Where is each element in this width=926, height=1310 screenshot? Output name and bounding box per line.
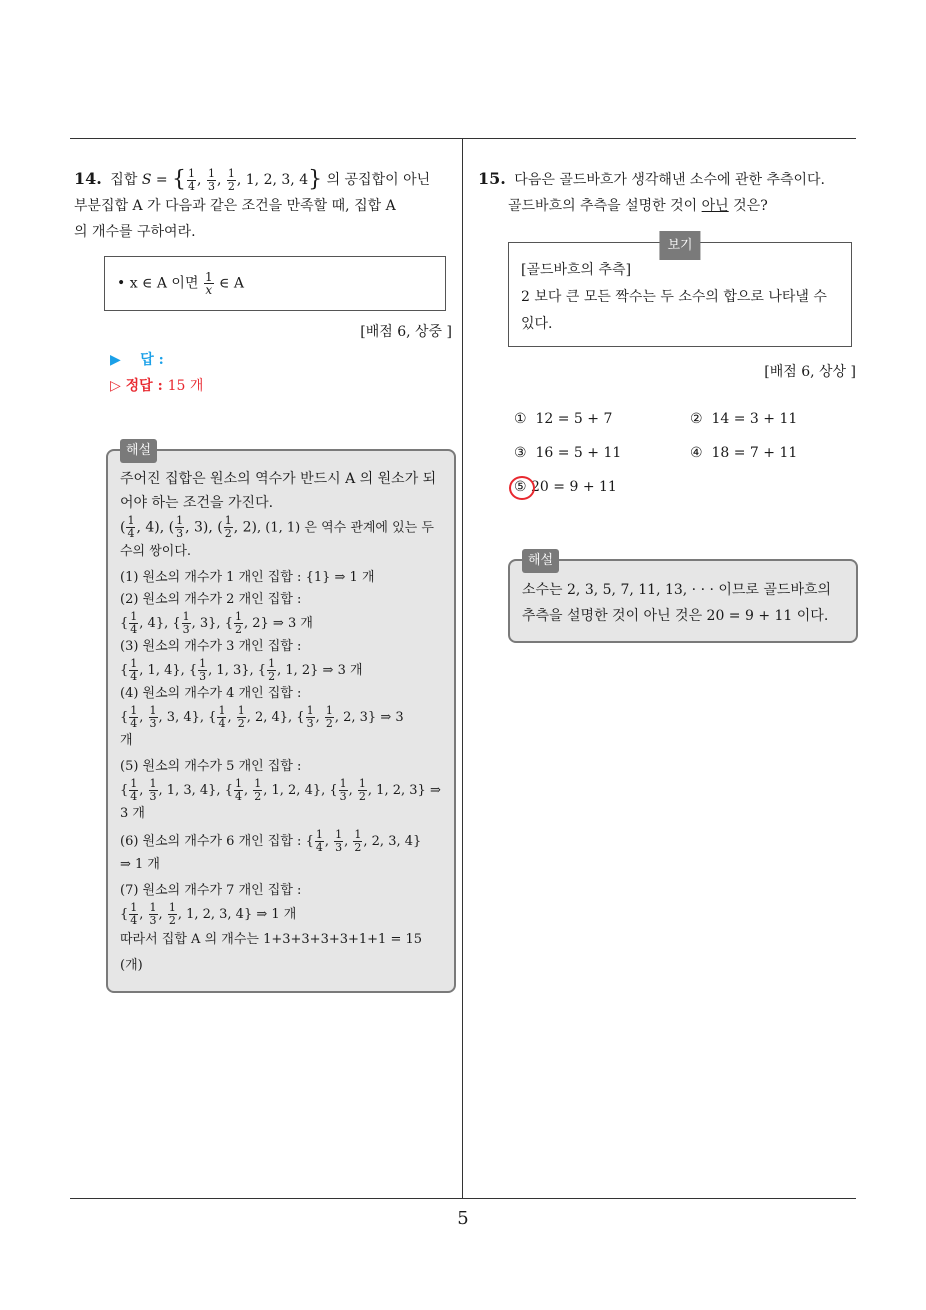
choice-1[interactable]: ① 12 = 5 + 7 xyxy=(514,411,613,427)
sol-case-4-sets: { $\frac{1}{4}$ , $\frac{1}{3}$ , 3, 4}, { $\frac{1}{4}$ , $\frac{1}{2}$ , 2, 4}, { $\frac{1}{3}$ , $\frac{1}{2}$ , 2, 3} ⇒ 3 xyxy=(120,704,404,730)
condition-prefix: • x ∈ A 이면 xyxy=(117,275,199,292)
q15-solution-text: 소수는 2, 3, 5, 7, 11, 13, · · · 이므로 골드바흐의 추측을 설명한 것이 아닌 것은 20 = 9 + 11 이다. xyxy=(522,582,832,624)
choice-5[interactable]: ⑤ 20 = 9 + 11 xyxy=(514,479,617,495)
brace-close: } xyxy=(308,167,323,192)
answer-circle-mark: ⑤ xyxy=(514,479,527,495)
sol-case-2: (2) 원소의 개수가 2 개인 집합 : xyxy=(120,592,302,607)
sol-case-2-sets: { $\frac{1}{4}$ , 4}, { $\frac{1}{3}$ , 3}, { $\frac{1}{2}$ , 2} ⇒ 3 개 xyxy=(120,610,313,636)
q14-set-name: S xyxy=(141,172,152,188)
q15-line1: 다음은 골드바흐가 생각해낸 소수에 관한 추측이다. xyxy=(514,172,826,188)
solution-tag: 해설 xyxy=(120,439,157,463)
answer-label: 답 : xyxy=(140,352,164,368)
choices xyxy=(514,411,860,495)
sol-case-4-unit: 개 xyxy=(120,733,133,748)
sol-case-3-sets: { $\frac{1}{4}$ , 1, 4}, { $\frac{1}{3}$ , 1, 3}, { $\frac{1}{2}$ , 1, 2} ⇒ 3 개 xyxy=(120,657,363,683)
question-14 xyxy=(74,165,456,993)
sol-case-5-unit: 3 개 xyxy=(120,806,145,821)
sol-case-4: (4) 원소의 개수가 4 개인 집합 : xyxy=(120,686,302,701)
condition-suffix: ∈ A xyxy=(219,275,244,292)
sol-case-6-result: ⇒ 1 개 xyxy=(120,857,160,872)
sol-case-6: (6) 원소의 개수가 6 개인 집합 : { $\frac{1}{4}$ , $\frac{1}{3}$ , $\frac{1}{2}$ , 2, 3, 4} xyxy=(120,828,422,854)
solution-tag-15: 해설 xyxy=(522,549,559,573)
sol-final: 따라서 집합 A 의 개수는 1+3+3+3+3+1+1 = 15 (개) xyxy=(120,932,423,973)
question-15 xyxy=(478,165,860,643)
q14-text-b: 의 공집합이 아닌 xyxy=(326,172,431,188)
choice-2[interactable]: ② 14 = 3 + 11 xyxy=(690,411,798,427)
set-elements-tail: 1, 2, 3, 4 xyxy=(245,172,309,188)
sol-case-5-sets: { $\frac{1}{4}$ , $\frac{1}{3}$ , 1, 3, 4}, { $\frac{1}{4}$ , $\frac{1}{2}$ , 1, 2, 4}, { $\frac{1}{3}$ , $\frac{1}{2}$ , 1, 2, 3} ⇒ xyxy=(120,777,441,803)
answer-line[interactable] xyxy=(110,347,456,373)
q14-prompt: 14. 집합 S = { $\frac{1}{4}$ , $\frac{1}{3}$ , $\frac{1}{2}$ , 1, 2, 3, 4} 의 공집합이 아닌 부분집합 A 가 다음과 같은 조건을 만족할 때, 집합 A 의 개수를 구하여라. xyxy=(74,165,456,246)
sol-pairs: ( $\frac{1}{4}$ , 4), ( $\frac{1}{3}$ , 3), ( $\frac{1}{2}$ , 2), (1, 1) 은 역수 관계에 있는 두 수의 쌍이다. xyxy=(120,514,434,559)
bogi-title: [골드바흐의 추측] xyxy=(521,262,632,278)
sol-case-7: (7) 원소의 개수가 7 개인 집합 : xyxy=(120,883,302,898)
top-rule xyxy=(70,138,856,139)
frac-1-3: $\frac{1}{3}$ xyxy=(207,166,215,193)
sol-case-5: (5) 원소의 개수가 5 개인 집합 : xyxy=(120,759,302,774)
condition-box xyxy=(104,256,446,311)
q15-underlined-word: 아닌 xyxy=(701,198,729,214)
play-icon: ▶ xyxy=(110,352,121,368)
q15-solution-box xyxy=(508,553,858,643)
brace-open: { xyxy=(172,167,187,192)
bogi-body: 2 보다 큰 모든 짝수는 두 소수의 합으로 나타낼 수 있다. xyxy=(521,289,827,332)
q14-line2: 부분집합 A 가 다음과 같은 조건을 만족할 때, 집합 A xyxy=(74,198,396,214)
bogi-box xyxy=(508,238,852,347)
triangle-outline-icon: ▷ xyxy=(110,378,121,394)
bottom-rule xyxy=(70,1198,856,1199)
q15-score: [배점 6, 상상 ] xyxy=(764,364,856,380)
sol-intro: 주어진 집합은 원소의 역수가 반드시 A 의 원소가 되어야 하는 조건을 가진다. xyxy=(120,471,437,511)
page-number: 5 xyxy=(457,1208,469,1229)
sol-case-3: (3) 원소의 개수가 3 개인 집합 : xyxy=(120,639,302,654)
correct-label: 정답 : xyxy=(125,378,163,394)
q14-score: [배점 6, 상중 ] xyxy=(360,324,452,340)
column-divider xyxy=(462,139,463,1198)
bogi-tag: 보기 xyxy=(659,231,700,260)
choice-3[interactable]: ③ 16 = 5 + 11 xyxy=(514,445,622,461)
q14-line3: 의 개수를 구하여라. xyxy=(74,224,196,240)
q14-number: 14. xyxy=(74,169,102,188)
q15-line2: 골드바흐의 추측을 설명한 것이 아닌 것은? xyxy=(508,198,768,214)
q15-prompt xyxy=(478,165,860,218)
q15-number: 15. xyxy=(478,169,506,188)
q14-solution-box xyxy=(106,443,456,993)
frac-1-4: $\frac{1}{4}$ xyxy=(188,166,196,193)
q14-text-a: 집합 xyxy=(110,172,138,188)
frac-1-2: $\frac{1}{2}$ xyxy=(227,166,235,193)
correct-answer-line xyxy=(110,373,456,399)
sol-case-1: (1) 원소의 개수가 1 개인 집합 : {1} ⇒ 1 개 xyxy=(120,570,375,585)
sol-case-7-sets: { $\frac{1}{4}$ , $\frac{1}{3}$ , $\frac{1}{2}$ , 1, 2, 3, 4} ⇒ 1 개 xyxy=(120,901,297,927)
choice-4[interactable]: ④ 18 = 7 + 11 xyxy=(690,445,798,461)
correct-value: 15 개 xyxy=(167,378,204,394)
frac-1-x: $\frac{1}{x}$ xyxy=(204,270,213,297)
